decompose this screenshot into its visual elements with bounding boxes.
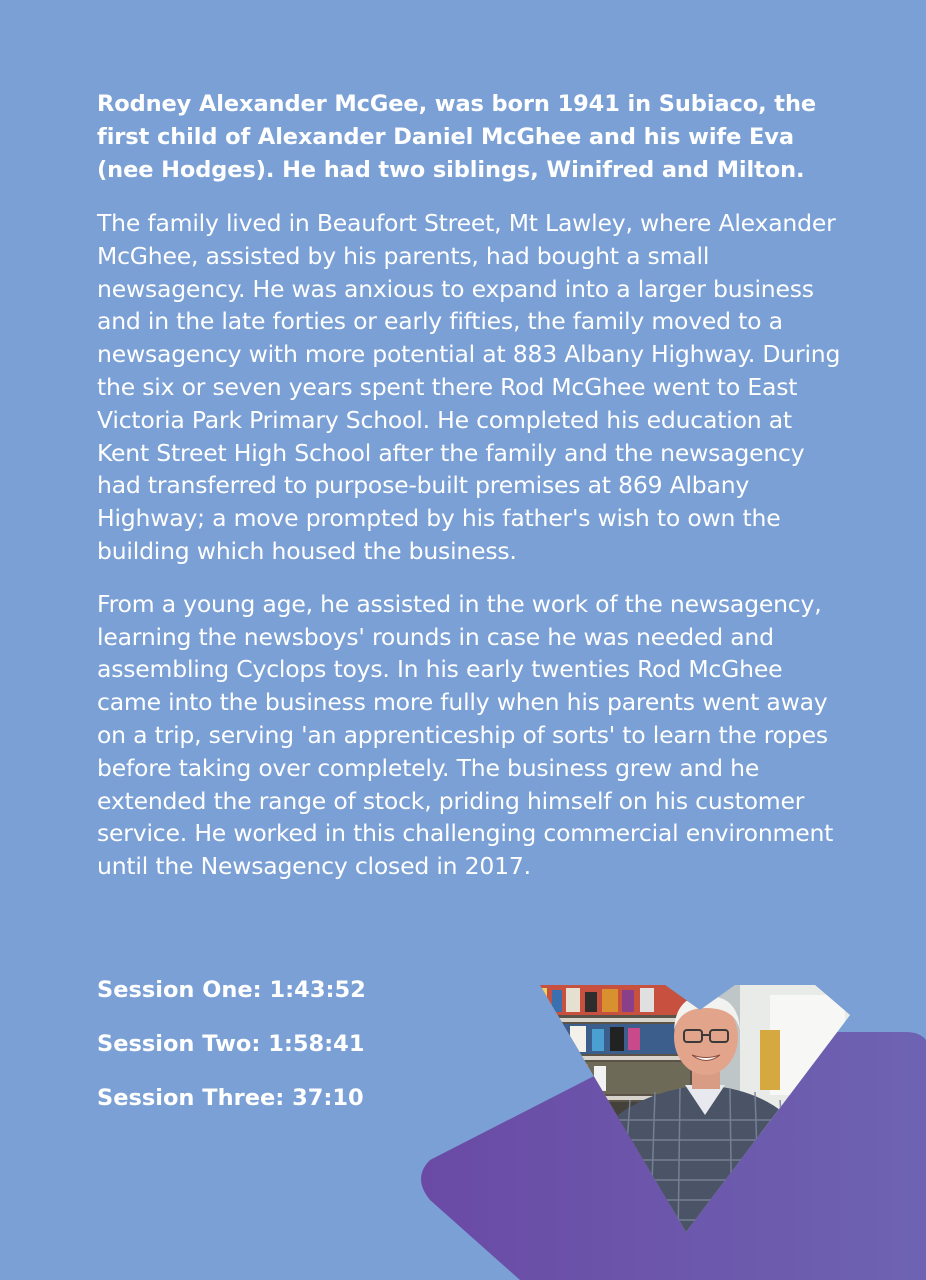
session-list — [97, 974, 366, 1136]
session-item: Session Two: 1:58:41 — [97, 1031, 365, 1057]
session-item: Session Three: 37:10 — [97, 1085, 364, 1111]
body-paragraph: From a young age, he assisted in the work of the newsagency, learning the newsboys' rounds in case he was needed and assembling Cyclops toys. In his early twenties Rod McGhee came into the business more fully when his parents went away on a trip, serving 'an apprenticeship of sorts' to learn the ropes before taking over completely. The business grew and he extended the range of stock, priding himself on his customer service. He worked in this challenging commercial environment until the Newsagency closed in 2017. — [97, 589, 834, 881]
text-column — [97, 88, 842, 903]
body-paragraph: The family lived in Beaufort Street, Mt Lawley, where Alexander McGhee, assisted by his parents, had bought a small newsagency. He was anxious to expand into a larger business and in the late forties or early fifties, the family moved to a newsagency with more potential at 883 Albany Highway. During the six or seven years spent there Rod McGhee went to East Victoria Park Primary School. He completed his education at Kent Street High School after the family and the newsagency had transferred to purpose-built premises at 869 Albany Highway; a move prompted by his father's wish to own the building which housed the business. — [97, 209, 841, 565]
session-item: Session One: 1:43:52 — [97, 977, 366, 1003]
intro-paragraph: Rodney Alexander McGee, was born 1941 in Subiaco, the first child of Alexander Daniel McGhee and his wife Eva (nee Hodges). He had two siblings, Winifred and Milton. — [97, 91, 817, 183]
